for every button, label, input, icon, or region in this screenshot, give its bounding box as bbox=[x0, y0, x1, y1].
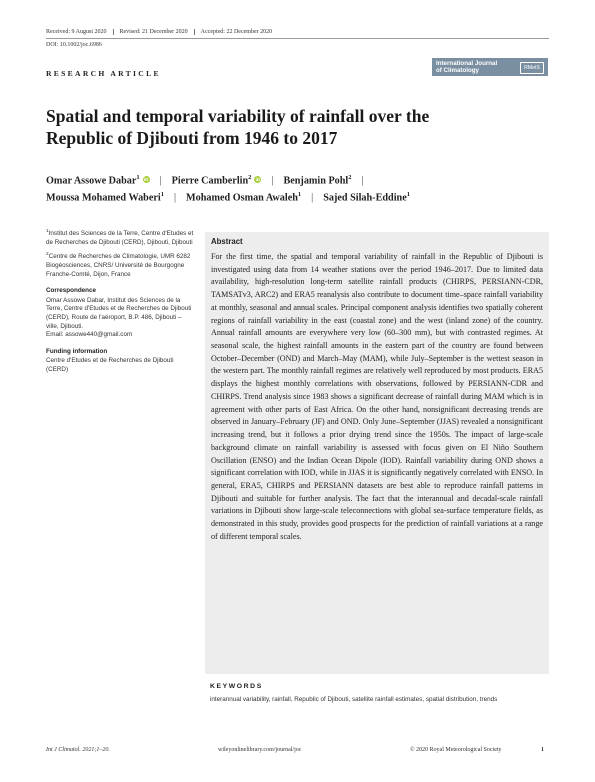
affiliation: $^1$Institut des Sciences de la Terre, Centre d'Etudes et de Recherches de Djibouti (CERD), Djibouti, Djibouti bbox=[46, 229, 194, 246]
title-line-1: Spatial and temporal variability of rainfall over the bbox=[46, 106, 430, 126]
author-line-2 bbox=[46, 191, 549, 203]
author-line-1 bbox=[46, 174, 549, 186]
correspondence-email[interactable]: Email: assowe440@gmail.com bbox=[46, 331, 133, 339]
funding-heading: Funding information bbox=[46, 347, 108, 355]
abstract-heading: Abstract bbox=[211, 237, 243, 246]
funding-text: Centre d'Etudes et de Recherches de Djibouti (CERD) bbox=[46, 357, 174, 373]
orcid-icon[interactable]: iD bbox=[255, 177, 261, 183]
keywords-list: interannual variability, rainfall, Republic of Djibouti, satellite rainfall estimates, spatial distribution, trends bbox=[210, 696, 498, 703]
journal-name-line1: International Journal bbox=[436, 60, 498, 67]
title-line-2: Republic of Djibouti from 1946 to 2017 bbox=[46, 128, 338, 148]
section-label: RESEARCH ARTICLE bbox=[46, 69, 161, 78]
accepted-date: Accepted: 22 December 2020 bbox=[200, 29, 273, 35]
author[interactable]: Mohamed Osman Awaleh$^1$ bbox=[186, 191, 302, 204]
header-rule bbox=[46, 38, 549, 39]
author[interactable]: Sajed Silah-Eddine$^1$ bbox=[323, 191, 410, 204]
author-separator: | bbox=[173, 192, 177, 204]
author[interactable]: Moussa Mohamed Waberi$^1$ bbox=[46, 191, 164, 204]
footer-url[interactable]: wileyonlinelibrary.com/journal/joc bbox=[218, 747, 302, 753]
author[interactable]: Benjamin Pohl$^2$ bbox=[283, 174, 352, 187]
doi[interactable]: DOI: 10.1002/joc.6986 bbox=[46, 42, 102, 48]
author[interactable]: Omar Assowe Dabar$^1$ iD bbox=[46, 174, 149, 187]
journal-name bbox=[436, 60, 497, 74]
footer-copyright: © 2020 Royal Meteorological Society bbox=[410, 747, 502, 753]
article-info-column bbox=[46, 228, 194, 379]
author-list bbox=[46, 174, 549, 209]
keywords-heading: KEYWORDS bbox=[210, 683, 263, 690]
footer-journal-ref: Int J Climatol. 2021;1–20. bbox=[46, 747, 110, 753]
publisher-logo: RMetS bbox=[520, 62, 544, 74]
author[interactable]: Pierre Camberlin$^2$ iD bbox=[171, 174, 261, 187]
author-separator: | bbox=[361, 174, 364, 186]
correspondence-text: Omar Assowe Dabar, Institut des Sciences de la Terre, Centre d'Etudes et de Recherches de Djibouti (CERD), Route de l'aéroport, B.P. 486, Djibouti – ville, Djibouti. Email: assowe440@gmail.com bbox=[46, 296, 192, 339]
affiliation: $^2$Centre de Recherches de Climatologie, UMR 6282 Biogéosciences, CNRS/ Université de Bourgogne Franche-Comté, Dijon, France bbox=[46, 252, 191, 278]
abstract-box bbox=[205, 232, 549, 674]
author-separator: | bbox=[271, 174, 274, 186]
article-title bbox=[46, 105, 526, 149]
abstract-body: For the first time, the spatial and temporal variability of rainfall in the Republic of Djibouti is investigated using data from 14 weather stations over the period 1946–2017. Due to limited data availability, high-resolution long-term satellite rainfall products (CHIRPS, PERSIANN-CDR, TAMSATv3, ARC2) and ERA5 reanalysis also contribute to document time–space rainfall variability at monthly, seasonal and annual scales. Principal component analysis identifies two spatially coherent regions of rainfall variability in the east (coastal zone) and the west (inland zone) of the country. Annual rainfall amounts are everywhere very low (60–300 mm), but with contrasted regimes. At seasonal scale, the highest rainfall amounts in the eastern part of the country are found between October–December (OND) and March–May (MAM), while July–September is the wettest season in the western part. The monthly rainfall regimes are relatively well reproduced by most products. ERA5 displays the highest monthly correlations with observations, followed by PERSIANN-CDR and CHIRPS. Trend analysis since 1983 shows a significant decrease of rainfall during MAM which is in agreement with other parts of East Africa. On the other hand, nonsignificant decreasing trends are observed in January–February (JF) and OND. Only June–September (JJAS) revealed a nonsignificant increasing trend, but it follows a prior drying trend since the 1950s. The impact of large-scale background climate on rainfall variability is assessed with focus given on El Niño Southern Oscillation (ENSO) and the Indian Ocean Dipole (IOD). Rainfall variability during OND shows a significant correlation with IOD, while in JJAS it is significantly negatively correlated with ENSO. In general, ERA5, CHIRPS and PERSIANN datasets are best able to reproduce rainfall patterns in Djibouti and suitable for further analysis. The fact that the interannual and decadal-scale rainfall variations in Djibouti show large-scale teleconnections with global sea-surface temperature fields, as demonstrated in this study, provides good prospects for the prediction of rainfall variations at a range of different temporal scales. bbox=[211, 252, 543, 541]
page-number: 1 bbox=[541, 747, 544, 753]
article-dates bbox=[46, 29, 284, 35]
orcid-icon[interactable]: iD bbox=[143, 177, 149, 183]
received-date: Received: 9 August 2020 bbox=[46, 29, 114, 35]
author-separator: | bbox=[311, 192, 314, 204]
correspondence-heading: Correspondence bbox=[46, 287, 97, 295]
journal-name-line2: of Climatology bbox=[436, 67, 479, 74]
journal-badge[interactable] bbox=[432, 58, 548, 76]
author-separator: | bbox=[159, 174, 162, 186]
revised-date: Revised: 21 December 2020 bbox=[120, 29, 195, 35]
